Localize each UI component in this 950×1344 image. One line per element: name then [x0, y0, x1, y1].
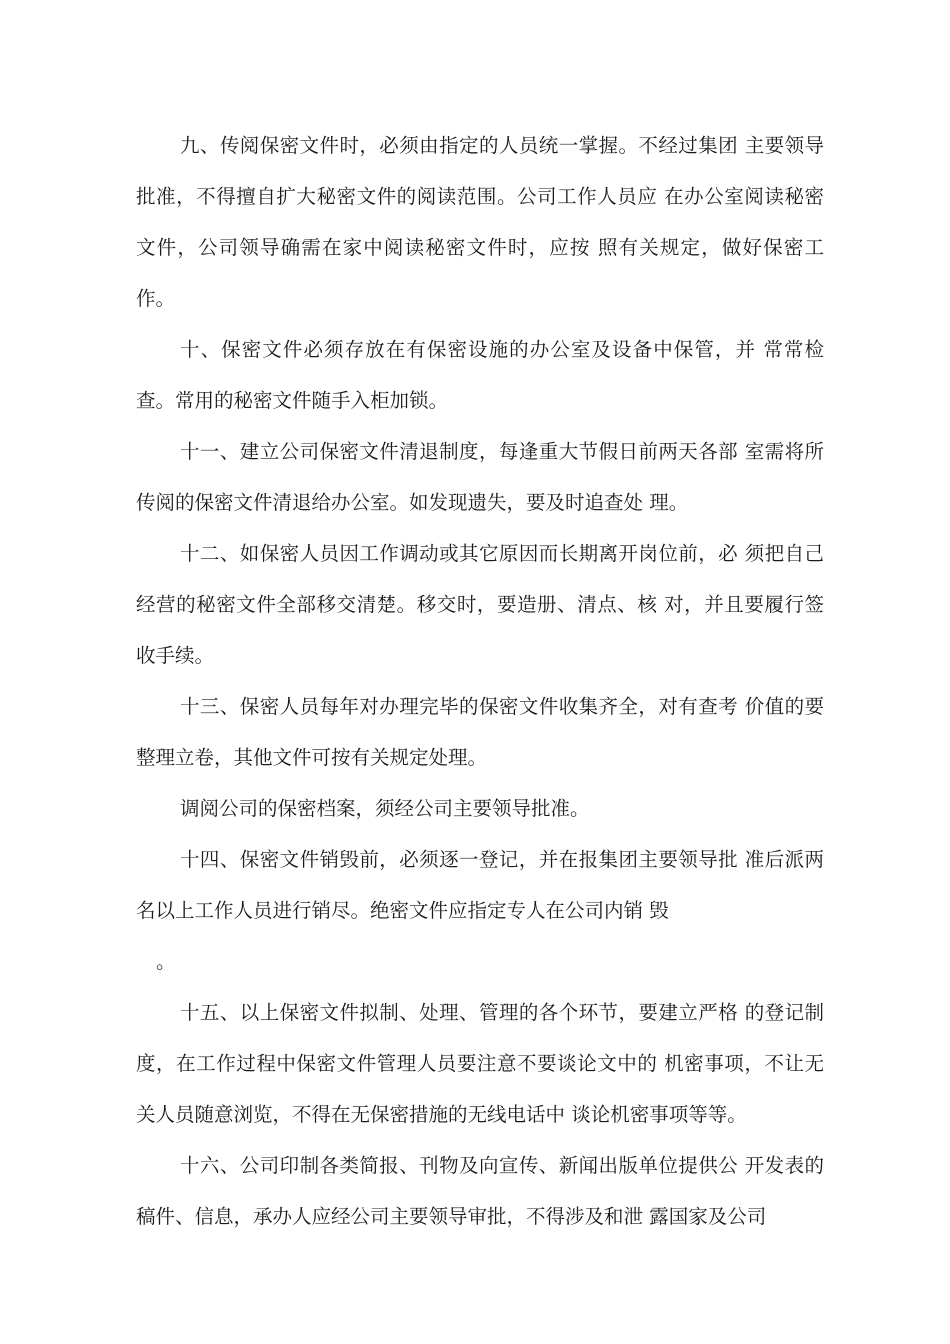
paragraph-14: 十四、保密文件销毁前，必须逐一登记，并在报集团主要领导批 准后派两名以上工作人员进行销尽。绝密文件应指定专人在公司内销 毁	[136, 848, 824, 922]
paragraph-12: 十二、如保密人员因工作调动或其它原因而长期离开岗位前，必 须把自己经营的秘密文件全部移交清楚。移交时，要造册、清点、核 对，并且要履行签收手续。	[136, 542, 824, 667]
paragraph-11: 十一、建立公司保密文件清退制度，每逢重大节假日前两天各部 室需将所传阅的保密文件清退给办公室。如发现遗失，要及时追查处 理。	[136, 440, 824, 514]
paragraph-10: 十、保密文件必须存放在有保密设施的办公室及设备中保管，并 常常检查。常用的秘密文件随手入柜加锁。	[136, 338, 824, 412]
paragraph-archive: 调阅公司的保密档案，须经公司主要领导批准。	[180, 797, 590, 820]
document-body	[136, 120, 824, 1242]
paragraph-16: 十六、公司印制各类简报、刊物及向宣传、新闻出版单位提供公 开发表的稿件、信息，承办人应经公司主要领导审批，不得涉及和泄 露国家及公司	[136, 1154, 824, 1228]
stray-period: 。	[156, 950, 176, 973]
paragraph-15: 十五、以上保密文件拟制、处理、管理的各个环节，要建立严格 的登记制度，在工作过程中保密文件管理人员要注意不要谈论文中的 机密事项，不让无关人员随意浏览，不得在无保密措施的无线电话中 谈论机密事项等等。	[136, 1001, 824, 1126]
paragraph-9: 九、传阅保密文件时，必须由指定的人员统一掌握。不经过集团 主要领导批准，不得擅自扩大秘密文件的阅读范围。公司工作人员应 在办公室阅读秘密文件，公司领导确需在家中阅读秘密文件时，应按 照有关规定，做好保密工作。	[136, 134, 824, 310]
paragraph-13: 十三、保密人员每年对办理完毕的保密文件收集齐全，对有查考 价值的要整理立卷，其他文件可按有关规定处理。	[136, 695, 824, 769]
